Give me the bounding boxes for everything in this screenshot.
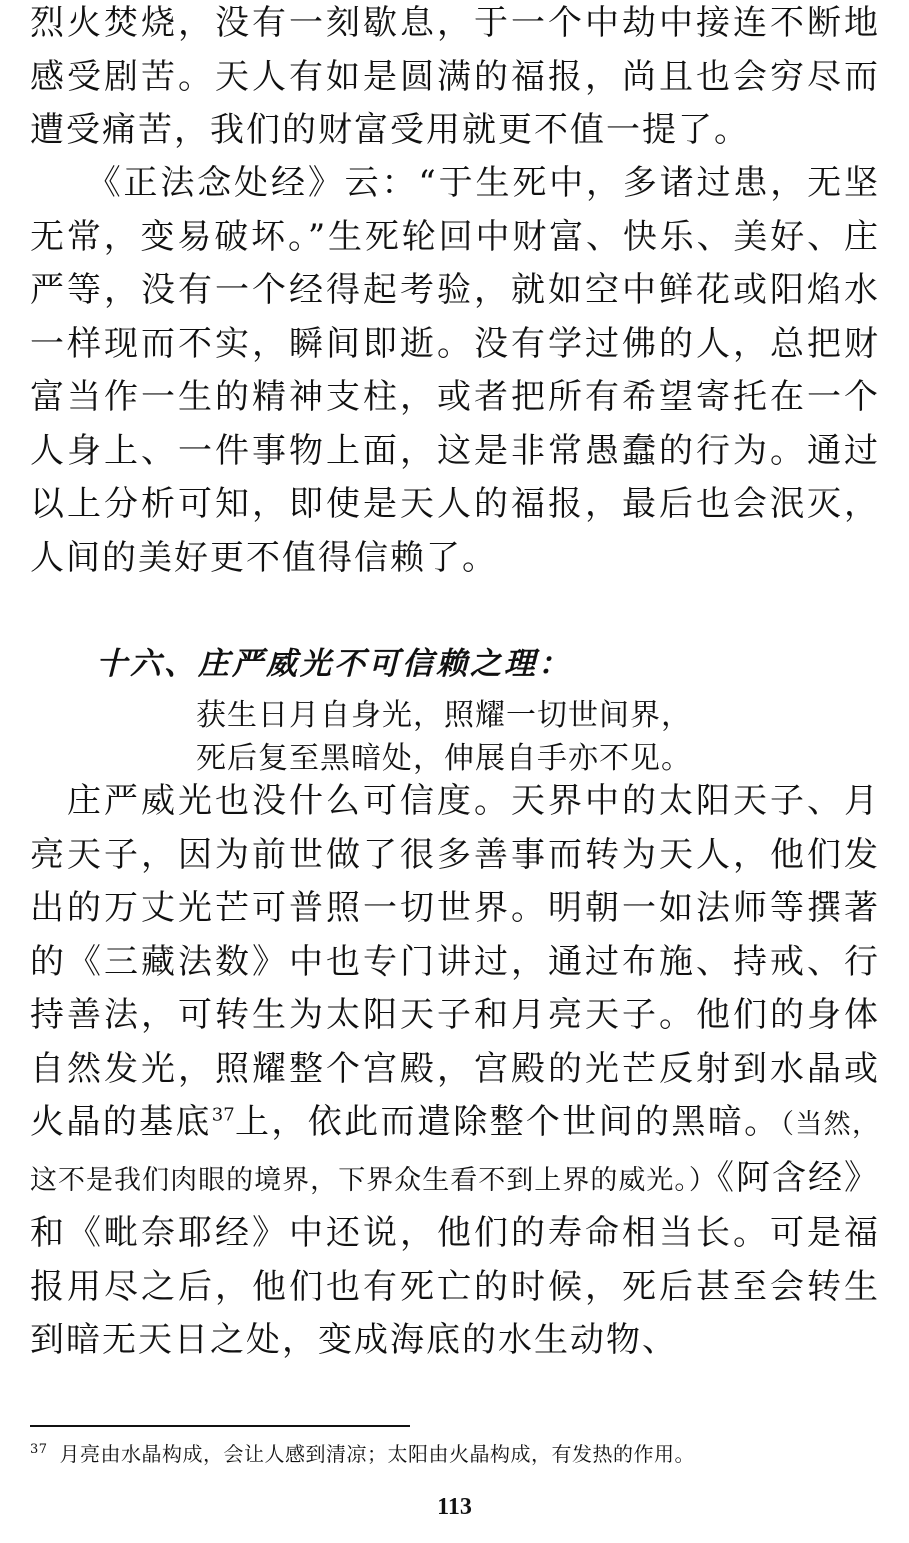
footnote-reference[interactable]: 37 bbox=[211, 1104, 235, 1126]
footnote bbox=[30, 1438, 695, 1467]
footnote-text: 月亮由水晶构成，会让人感到清凉；太阳由火晶构成，有发热的作用。 bbox=[59, 1442, 696, 1466]
footnote-divider bbox=[30, 1425, 410, 1427]
paragraph-3-text-c: 《阿含经》和《毗奈耶经》中还说，他们的寿命相当长。可是福报用尽之后，他们也有死亡的时候，死后甚至会转生到暗无天日之处，变成海底的水生动物、 bbox=[30, 1157, 881, 1360]
paragraph-3 bbox=[30, 775, 880, 1368]
section-heading: 十六、庄严威光不可信赖之理： bbox=[96, 646, 572, 682]
verse-line-2: 死后复至黑暗处，伸展自手亦不见。 bbox=[196, 741, 692, 776]
paragraph-3-text-a: 庄严威光也没什么可信度。天界中的太阳天子、月亮天子，因为前世做了很多善事而转为天人，他们发出的万丈光芒可普照一切世界。明朝一如法师等撰著的《三藏法数》中也专门讲过，通过布施、持戒、行持善法，可转生为太阳天子和月亮天子。他们的身体自然发光，照耀整个宫殿，宫殿的光芒反射到水晶或火晶的基底 bbox=[30, 781, 880, 1142]
paragraph-1: 烈火焚烧，没有一刻歇息，于一个中劫中接连不断地感受剧苦。天人有如是圆满的福报，尚且也会穷尽而遭受痛苦，我们的财富受用就更不值一提了。 bbox=[30, 3, 880, 150]
paragraph-2: 《正法念处经》云：“于生死中，多诸过患，无坚无常，变易破坏。”生死轮回中财富、快乐、美好、庄严等，没有一个经得起考验，就如空中鲜花或阳焰水一样现而不实，瞬间即逝。没有学过佛的人，总把财富当作一生的精神支柱，或者把所有希望寄托在一个人身上、一件事物上面，这是非常愚蠢的行为。通过以上分析可知，即使是天人的福报，最后也会泯灭，人间的美好更不值得信赖了。 bbox=[30, 163, 880, 578]
paragraph-3-aside: （当然，这不是我们肉眼的境界，下界众生看不到上界的威光。） bbox=[30, 1109, 881, 1196]
page-number: 113 bbox=[437, 1494, 472, 1520]
footnote-number: 37 bbox=[30, 1442, 48, 1458]
verse-line-1: 获生日月自身光，照耀一切世间界， bbox=[196, 698, 692, 733]
paragraph-3-text-b: 上，依此而遣除整个世间的黑暗。 bbox=[234, 1102, 781, 1142]
